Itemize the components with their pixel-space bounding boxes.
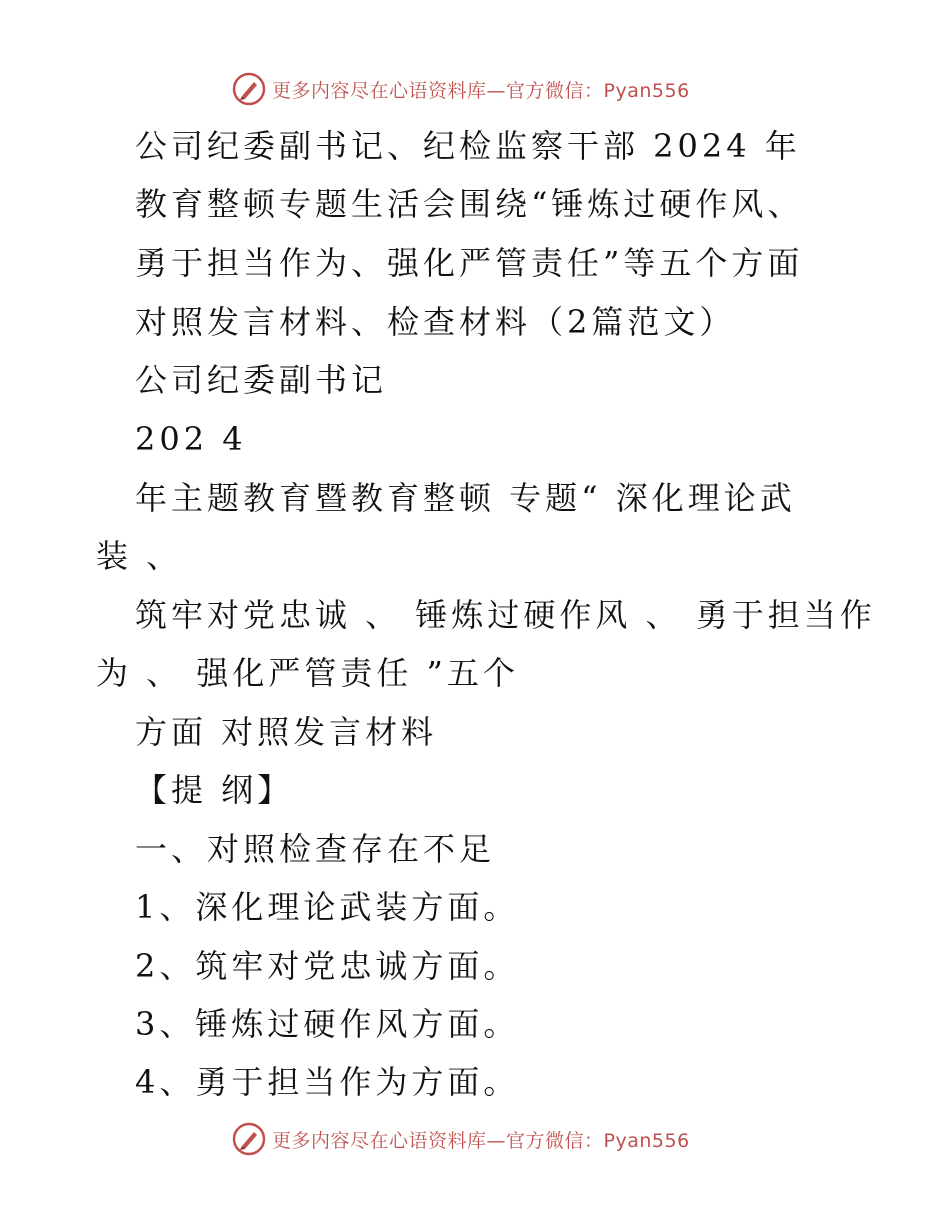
- doc-line: 方面 对照发言材料: [135, 713, 438, 751]
- watermark-text: 更多内容尽在心语资料库—官方微信：Pyan556: [272, 79, 690, 102]
- doc-line: 勇于担当作为、强化严管责任”等五个方面: [135, 244, 804, 282]
- pen-circle-icon: [232, 1122, 266, 1156]
- pen-circle-icon: [232, 72, 266, 106]
- doc-line: 筑牢对党忠诚 、 锤炼过硬作风 、 勇于担当作: [135, 596, 876, 634]
- doc-line: 公司纪委副书记: [135, 361, 388, 399]
- doc-line: 【提 纲】: [135, 771, 294, 809]
- doc-line: 202 4: [135, 420, 247, 458]
- doc-line: 1、深化理论武装方面。: [135, 888, 520, 926]
- watermark-text: 更多内容尽在心语资料库—官方微信：Pyan556: [272, 1129, 690, 1152]
- doc-line: 一、对照检查存在不足: [135, 830, 496, 868]
- doc-line: 对照发言材料、检查材料（2篇范文）: [135, 303, 736, 341]
- doc-line: 教育整顿专题生活会围绕“锤炼过硬作风、: [135, 185, 804, 223]
- doc-line: 年主题教育暨教育整顿 专题“ 深化理论武: [135, 479, 796, 517]
- doc-line: 2、筑牢对党忠诚方面。: [135, 947, 520, 985]
- doc-line: 4、勇于担当作为方面。: [135, 1063, 520, 1101]
- doc-line: 装 、: [96, 537, 183, 575]
- footer-watermark-banner: [232, 1122, 690, 1156]
- doc-line: 3、锤炼过硬作风方面。: [135, 1005, 520, 1043]
- doc-line: 为 、 强化严管责任 ”五个: [96, 654, 519, 692]
- doc-line: 公司纪委副书记、纪检监察干部 2024 年: [135, 127, 801, 165]
- header-watermark-banner: [232, 72, 690, 106]
